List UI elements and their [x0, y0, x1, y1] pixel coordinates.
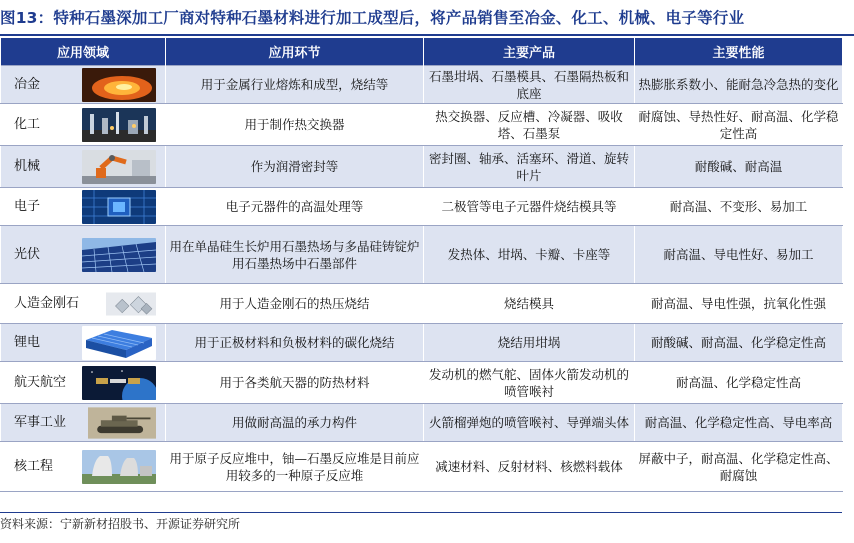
- link-cell: 用于原子反应堆中，铀—石墨反应堆是目前应用较多的一种原子反应堆: [166, 442, 424, 492]
- application-table: [0, 38, 843, 492]
- table-row: [1, 188, 843, 226]
- tank-image: [88, 406, 156, 440]
- table-row: [1, 104, 843, 146]
- table-row: [1, 66, 843, 104]
- products-cell: 热交换器、反应槽、冷凝器、吸收塔、石墨泵: [424, 104, 635, 146]
- products-cell: 烧结模具: [424, 284, 635, 324]
- chemical-plant-image: [82, 108, 156, 142]
- field-cell: [1, 188, 166, 226]
- products-cell: 发动机的燃气舵、固体火箭发动机的喷管喉衬: [424, 362, 635, 404]
- link-cell: 电子元器件的高温处理等: [166, 188, 424, 226]
- link-cell: 用做耐高温的承力构件: [166, 404, 424, 442]
- products-cell: 减速材料、反射材料、核燃料载体: [424, 442, 635, 492]
- link-cell: 作为润滑密封等: [166, 146, 424, 188]
- header-link: 应用环节: [166, 38, 424, 66]
- table-row: [1, 362, 843, 404]
- field-name: 核工程: [14, 459, 54, 474]
- products-cell: 火箭榴弹炮的喷管喉衬、导弹端头体: [424, 404, 635, 442]
- table-header-row: [1, 38, 843, 66]
- field-cell: [1, 104, 166, 146]
- properties-cell: 耐高温、化学稳定性高、导电率高: [635, 404, 843, 442]
- table-row: [1, 404, 843, 442]
- field-name: 冶金: [14, 77, 41, 92]
- link-cell: 用于制作热交换器: [166, 104, 424, 146]
- field-name: 军事工业: [14, 415, 67, 430]
- field-cell: [1, 404, 166, 442]
- field-cell: [1, 324, 166, 362]
- products-cell: 石墨坩埚、石墨模具、石墨隔热板和底座: [424, 66, 635, 104]
- properties-cell: 耐酸碱、耐高温、化学稳定性高: [635, 324, 843, 362]
- products-cell: 烧结用坩埚: [424, 324, 635, 362]
- spacecraft-image: [82, 366, 156, 400]
- field-cell: [1, 442, 166, 492]
- header-field: 应用领域: [1, 38, 166, 66]
- header-properties: 主要性能: [635, 38, 843, 66]
- robot-arm-image: [82, 150, 156, 184]
- solar-panels-image: [82, 238, 156, 272]
- nuclear-plant-image: [82, 450, 156, 484]
- header-products: 主要产品: [424, 38, 635, 66]
- table-row: [1, 146, 843, 188]
- table-row: [1, 324, 843, 362]
- properties-cell: 耐高温、导电性强，抗氧化性强: [635, 284, 843, 324]
- diamonds-image: [106, 287, 156, 321]
- source-note: 资料来源：宁新新材招股书、开源证券研究所: [0, 517, 241, 531]
- link-cell: 用于人造金刚石的热压烧结: [166, 284, 424, 324]
- link-cell: 用在单晶硅生长炉用石墨热场与多晶硅铸锭炉用石墨热场中石墨部件: [166, 226, 424, 284]
- battery-pack-image: [82, 326, 156, 360]
- circuit-chip-image: [82, 190, 156, 224]
- products-cell: 发热体、坩埚、卡瓣、卡座等: [424, 226, 635, 284]
- field-name: 化工: [14, 117, 41, 132]
- products-cell: 密封圈、轴承、活塞环、滑道、旋转叶片: [424, 146, 635, 188]
- field-name: 电子: [14, 199, 41, 214]
- field-name: 航天航空: [14, 375, 67, 390]
- field-name: 机械: [14, 159, 41, 174]
- properties-cell: 屏蔽中子，耐高温、化学稳定性高、耐腐蚀: [635, 442, 843, 492]
- field-cell: [1, 284, 166, 324]
- metallurgy-image: [82, 68, 156, 102]
- figure-title: 图13：特种石墨深加工厂商对特种石墨材料进行加工成型后，将产品销售至冶金、化工、机械、电子等行业: [0, 9, 745, 27]
- properties-cell: 耐高温、化学稳定性高: [635, 362, 843, 404]
- link-cell: 用于正极材料和负极材料的碳化烧结: [166, 324, 424, 362]
- link-cell: 用于金属行业熔炼和成型，烧结等: [166, 66, 424, 104]
- products-cell: 二极管等电子元器件烧结模具等: [424, 188, 635, 226]
- properties-cell: 热膨胀系数小、能耐急冷急热的变化: [635, 66, 843, 104]
- properties-cell: 耐酸碱、耐高温: [635, 146, 843, 188]
- link-cell: 用于各类航天器的防热材料: [166, 362, 424, 404]
- title-rule: [0, 34, 854, 36]
- field-name: 人造金刚石: [14, 296, 80, 311]
- properties-cell: 耐腐蚀、导热性好、耐高温、化学稳定性高: [635, 104, 843, 146]
- table-row: [1, 442, 843, 492]
- table-bottom-rule: [0, 512, 842, 513]
- field-cell: [1, 226, 166, 284]
- field-name: 锂电: [14, 335, 41, 350]
- field-cell: [1, 362, 166, 404]
- table-row: [1, 284, 843, 324]
- table-row: [1, 226, 843, 284]
- field-cell: [1, 146, 166, 188]
- properties-cell: 耐高温、不变形、易加工: [635, 188, 843, 226]
- field-cell: [1, 66, 166, 104]
- properties-cell: 耐高温、导电性好、易加工: [635, 226, 843, 284]
- field-name: 光伏: [14, 247, 41, 262]
